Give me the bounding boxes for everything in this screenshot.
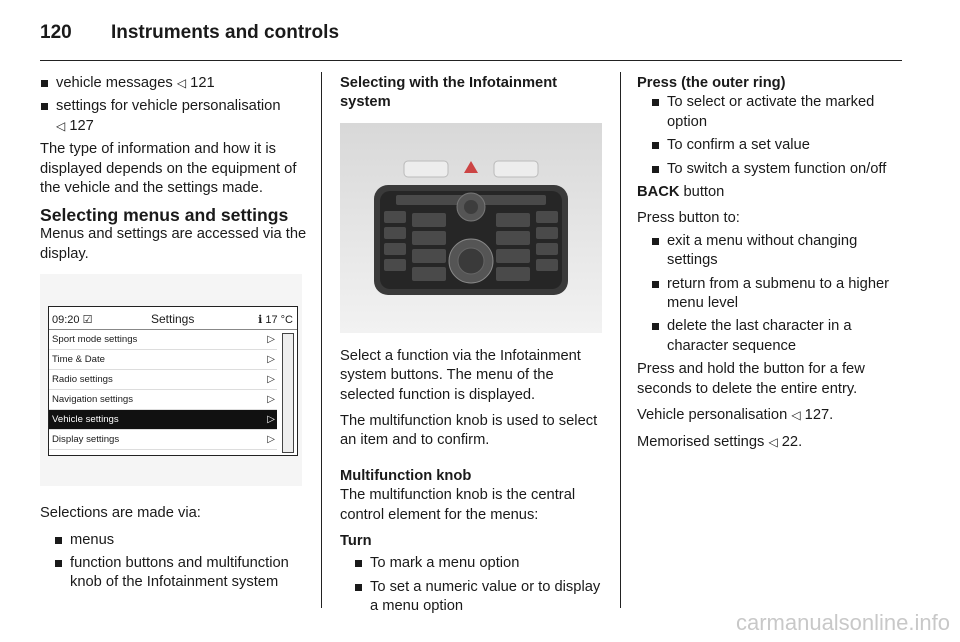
- arrow-link-icon: ◁: [176, 76, 187, 90]
- settings-menu-item-label: Vehicle settings: [52, 414, 119, 426]
- back-label: BACK: [637, 184, 680, 201]
- arrow-link-icon: ◁: [768, 434, 778, 449]
- temperature: ℹ 17 °C: [258, 314, 293, 327]
- page-title: Instruments and controls: [110, 22, 340, 43]
- check-icon: ☑: [82, 314, 93, 327]
- list-item: menus: [54, 531, 308, 550]
- paragraph: BACK button: [637, 184, 725, 201]
- paragraph: The multifunction knob is used to select an item and to confirm.: [340, 413, 598, 449]
- page-ref-link[interactable]: 127: [69, 117, 94, 134]
- clock: 09:20 ☑: [52, 314, 93, 327]
- infotainment-panel-image: [340, 123, 602, 333]
- header-rule: [40, 60, 902, 61]
- settings-menu-item[interactable]: [49, 330, 277, 350]
- page-header: [40, 22, 339, 44]
- paragraph: Memorised settings ◁ 22.: [637, 433, 803, 450]
- arrow-link-icon: ◁: [791, 408, 801, 423]
- chevron-right-icon: ▷: [267, 334, 275, 346]
- settings-menu-item[interactable]: [49, 410, 277, 430]
- list-item: To confirm a set value: [651, 136, 903, 155]
- paragraph: The multifunction knob is the central control element for the menus:: [340, 487, 576, 523]
- settings-menu-item[interactable]: [49, 390, 277, 410]
- settings-menu-item[interactable]: [49, 370, 277, 390]
- column-2: [340, 74, 604, 621]
- list-item: To set a numeric value or to display a menu option: [354, 578, 604, 617]
- settings-menu-item[interactable]: [49, 430, 277, 450]
- list-item: settings for vehicle personalisation ◁ 127: [40, 97, 308, 136]
- info-icon: ℹ: [258, 314, 263, 327]
- paragraph: Press and hold the button for a few seconds to delete the entire entry.: [637, 361, 865, 397]
- section-heading: Selecting with the Infotainment system: [340, 75, 558, 111]
- page-ref-link[interactable]: 22.: [781, 433, 803, 450]
- watermark: carmanualsonline.info: [735, 610, 950, 635]
- subheading: Press (the outer ring): [637, 75, 786, 91]
- chevron-right-icon: ▷: [267, 434, 275, 446]
- settings-menu-item-label: Time & Date: [52, 354, 105, 366]
- paragraph: Selections are made via:: [40, 505, 201, 522]
- list-item: To select or activate the marked option: [651, 93, 903, 132]
- list-item: To mark a menu option: [354, 554, 604, 573]
- list-item: vehicle messages ◁ 121: [40, 74, 308, 93]
- screen-title: Settings: [151, 312, 195, 327]
- settings-menu-item-label: Radio settings: [52, 374, 113, 386]
- paragraph: The type of information and how it is displayed depends on the equipment of the vehicle and the settings made.: [40, 141, 297, 197]
- chevron-right-icon: ▷: [267, 414, 275, 426]
- page-number: 120: [40, 22, 72, 43]
- paragraph: Vehicle personalisation ◁ 127.: [637, 407, 834, 424]
- chevron-right-icon: ▷: [267, 374, 275, 386]
- paragraph: Menus and settings are accessed via the display.: [40, 226, 307, 262]
- page-ref-link[interactable]: 127.: [804, 407, 834, 424]
- settings-menu-item-label: Navigation settings: [52, 394, 134, 406]
- column-divider-1: [321, 72, 322, 608]
- settings-screen: [48, 306, 298, 456]
- list-item: delete the last character in a character sequence: [651, 317, 903, 356]
- chevron-right-icon: ▷: [267, 354, 275, 366]
- list-item: exit a menu without changing settings: [651, 232, 903, 271]
- chevron-right-icon: ▷: [267, 394, 275, 406]
- scrollbar: [282, 333, 294, 453]
- list-item: To switch a system function on/off: [651, 160, 903, 179]
- subheading: Turn: [340, 533, 372, 550]
- settings-menu-item[interactable]: [49, 350, 277, 370]
- page-ref-link[interactable]: 121: [190, 75, 215, 91]
- settings-menu-item-label: Display settings: [52, 434, 120, 446]
- screen-status-bar: [49, 307, 297, 330]
- settings-list: [49, 330, 297, 450]
- paragraph: Press button to:: [637, 210, 740, 227]
- column-1: [40, 74, 308, 597]
- settings-menu-item-label: Sport mode settings: [52, 334, 138, 346]
- column-3: [637, 74, 903, 459]
- paragraph: Select a function via the Infotainment system buttons. The menu of the selected function is displayed.: [340, 347, 581, 403]
- list-item: return from a submenu to a higher menu level: [651, 275, 903, 314]
- settings-screen-figure: [40, 274, 302, 486]
- section-heading: Selecting menus and settings: [40, 205, 289, 226]
- column-divider-2: [620, 72, 621, 608]
- list-item: function buttons and multifunction knob of the Infotainment system: [54, 554, 308, 593]
- subheading: Multifunction knob: [340, 467, 472, 484]
- arrow-link-icon: ◁: [56, 118, 66, 133]
